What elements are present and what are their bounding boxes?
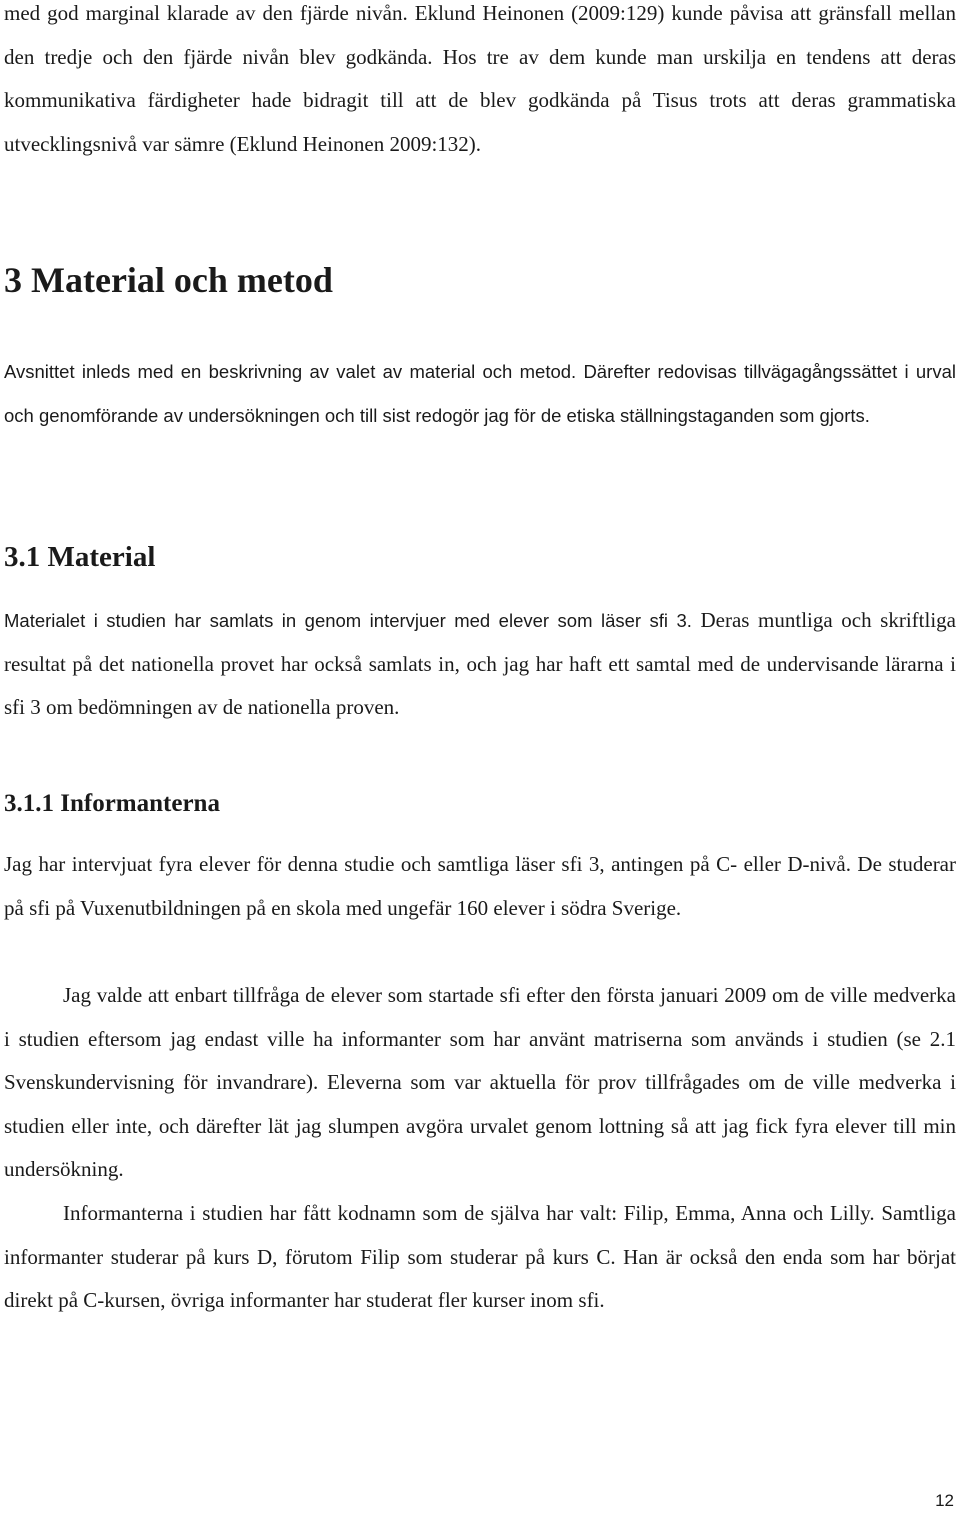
section-3-1-1-heading: 3.1.1 Informanterna <box>4 790 220 817</box>
page-number: 12 <box>935 1491 954 1510</box>
section-3-1-paragraph-sans: Materialet i studien har samlats in genom intervjuer med elever som läser sfi 3. <box>4 610 692 631</box>
section-3-paragraph: Avsnittet inleds med en beskrivning av valet av material och metod. Därefter redovisas tillvägagångssättet i urval och genomförande av undersökningen och till sist redogör jag för de etiska ställningstaganden som gjorts. <box>4 361 956 426</box>
informants-paragraph-2: Jag valde att enbart tillfråga de elever som startade sfi efter den första januari 2009 om de ville medverka i studien eftersom jag endast ville ha informanter som har använt matriserna som används i studien (se 2.1 Svenskundervisning för invandrare). Eleverna som var aktuella för prov tillfrågades om de ville medverka i studien eller inte, och därefter lät jag slumpen avgöra urvalet genom lottning så att jag fick fyra elever till min undersökning. <box>4 983 956 1181</box>
section-3-heading: 3 Material och metod <box>4 260 333 300</box>
section-3-1-paragraph-serif: Deras muntliga och skriftliga resultat på det nationella provet har också samlats in, och jag har haft ett samtal med de undervisande lärarna i sfi 3 om bedömningen av de nationella proven. <box>4 608 956 719</box>
informants-paragraph-3: Informanterna i studien har fått kodnamn som de själva har valt: Filip, Emma, Anna och Lilly. Samtliga informanter studerar på kurs D, förutom Filip som studerar på kurs C. Han är också den enda som har börjat direkt på C-kursen, övriga informanter har studerat fler kurser inom sfi. <box>4 1201 956 1312</box>
intro-paragraph: med god marginal klarade av den fjärde nivån. Eklund Heinonen (2009:129) kunde påvisa att gränsfall mellan den tredje och den fjärde nivån blev godkända. Hos tre av dem kunde man urskilja en tendens att deras kommunikativa färdigheter hade bidragit till att de blev godkända på Tisus trots att deras grammatiska utvecklingsnivå var sämre (Eklund Heinonen 2009:132). <box>4 1 956 156</box>
section-3-1-paragraph <box>4 599 956 730</box>
section-3-1-heading: 3.1 Material <box>4 541 156 573</box>
informants-paragraph-1: Jag har intervjuat fyra elever för denna studie och samtliga läser sfi 3, antingen på C- eller D-nivå. De studerar på sfi på Vuxenutbildningen på en skola med ungefär 160 elever i södra Sverige. <box>4 852 956 920</box>
